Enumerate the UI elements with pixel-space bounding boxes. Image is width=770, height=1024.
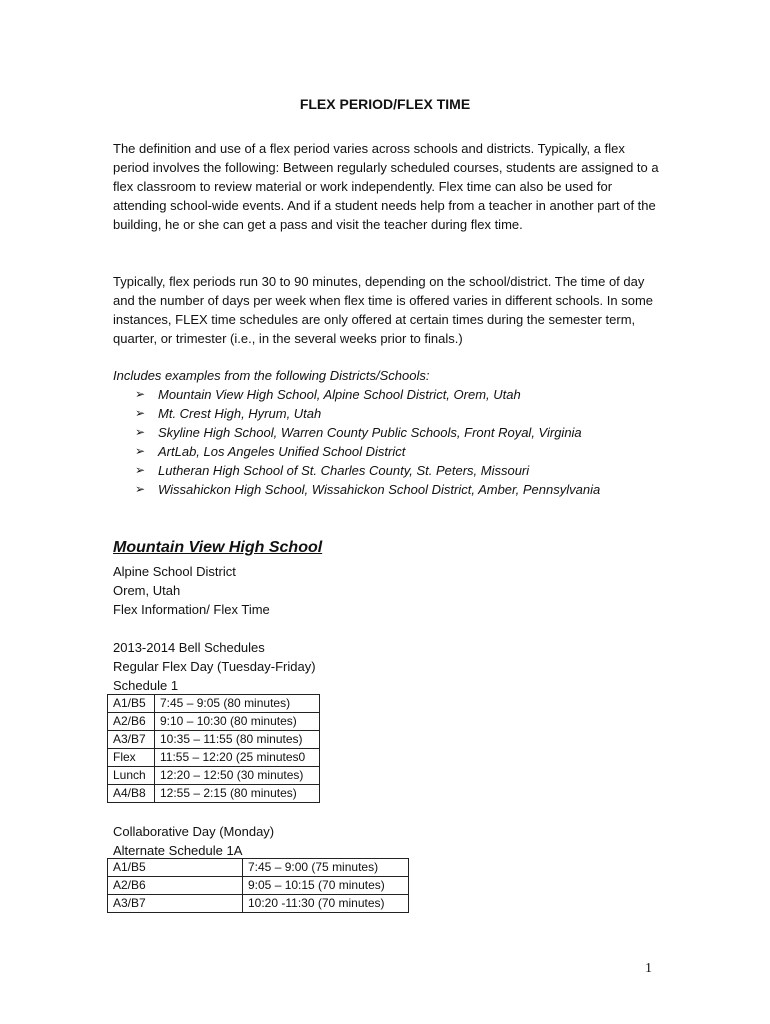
arrow-bullet-icon: ➢: [135, 406, 146, 420]
list-item: ➢ Lutheran High School of St. Charles County, St. Peters, Missouri: [135, 463, 530, 478]
table-row: Flex 11:55 – 12:20 (25 minutes0: [108, 749, 320, 767]
subtitle-text: Flex Information/ Flex Time: [113, 602, 270, 617]
schedule1-label: Schedule 1: [113, 678, 179, 693]
intro-paragraph: The definition and use of a flex period varies across schools and districts. Typically, a flex period involves the following: Between regularly scheduled courses, students are assigned to a flex classroom to review material or work independently. Flex time can also be used for attending school-wide events. And if a student needs help from a teacher in another part of the building, he or she can get a pass and visit the teacher during flex time.: [113, 141, 659, 232]
location-text: Orem, Utah: [113, 583, 181, 598]
collab-day-text: Collaborative Day (Monday): [113, 824, 275, 839]
table-row: A4/B8 12:55 – 2:15 (80 minutes): [108, 785, 320, 803]
list-item: ➢ Mt. Crest High, Hyrum, Utah: [135, 406, 322, 421]
section-title: Mountain View High School: [113, 539, 323, 556]
school-info: [113, 562, 270, 619]
table-row: A1/B5 7:45 – 9:00 (75 minutes): [108, 859, 409, 877]
list-item: ➢ ArtLab, Los Angeles Unified School District: [135, 444, 406, 459]
includes-heading: Includes examples from the following Districts/Schools:: [113, 368, 430, 383]
arrow-bullet-icon: ➢: [135, 425, 146, 439]
schedule-info: [113, 638, 316, 695]
table-row: A3/B7 10:35 – 11:55 (80 minutes): [108, 731, 320, 749]
includes-list: [113, 366, 673, 499]
list-item: ➢ Mountain View High School, Alpine School District, Orem, Utah: [135, 387, 521, 402]
regular-day-text: Regular Flex Day (Tuesday-Friday): [113, 659, 316, 674]
table-row: A2/B6 9:10 – 10:30 (80 minutes): [108, 713, 320, 731]
arrow-bullet-icon: ➢: [135, 482, 146, 496]
table-row: Lunch 12:20 – 12:50 (30 minutes): [108, 767, 320, 785]
list-item: ➢ Skyline High School, Warren County Public Schools, Front Royal, Virginia: [135, 425, 582, 440]
collab-info: [113, 822, 274, 860]
page-number: 1: [645, 961, 652, 976]
timing-paragraph: Typically, flex periods run 30 to 90 minutes, depending on the school/district. The time of day and the number of days per week when flex time is offered varies in different schools. In some instances, FLEX time schedules are only offered at certain times during the semester term, quarter, or trimester (i.e., in the several weeks prior to finals.): [113, 274, 654, 346]
schedule1a-table: [107, 858, 409, 913]
schedule1a-label: Alternate Schedule 1A: [113, 843, 243, 858]
district-text: Alpine School District: [113, 564, 236, 579]
page-title: FLEX PERIOD/FLEX TIME: [299, 96, 471, 112]
arrow-bullet-icon: ➢: [135, 387, 146, 401]
arrow-bullet-icon: ➢: [135, 463, 146, 477]
table-row: A3/B7 10:20 -11:30 (70 minutes): [108, 895, 409, 913]
schedule1-table: [107, 694, 320, 803]
list-item: ➢ Wissahickon High School, Wissahickon School District, Amber, Pennsylvania: [135, 482, 601, 497]
arrow-bullet-icon: ➢: [135, 444, 146, 458]
bell-schedules-text: 2013-2014 Bell Schedules: [113, 640, 265, 655]
table-row: A1/B5 7:45 – 9:05 (80 minutes): [108, 695, 320, 713]
table-row: A2/B6 9:05 – 10:15 (70 minutes): [108, 877, 409, 895]
